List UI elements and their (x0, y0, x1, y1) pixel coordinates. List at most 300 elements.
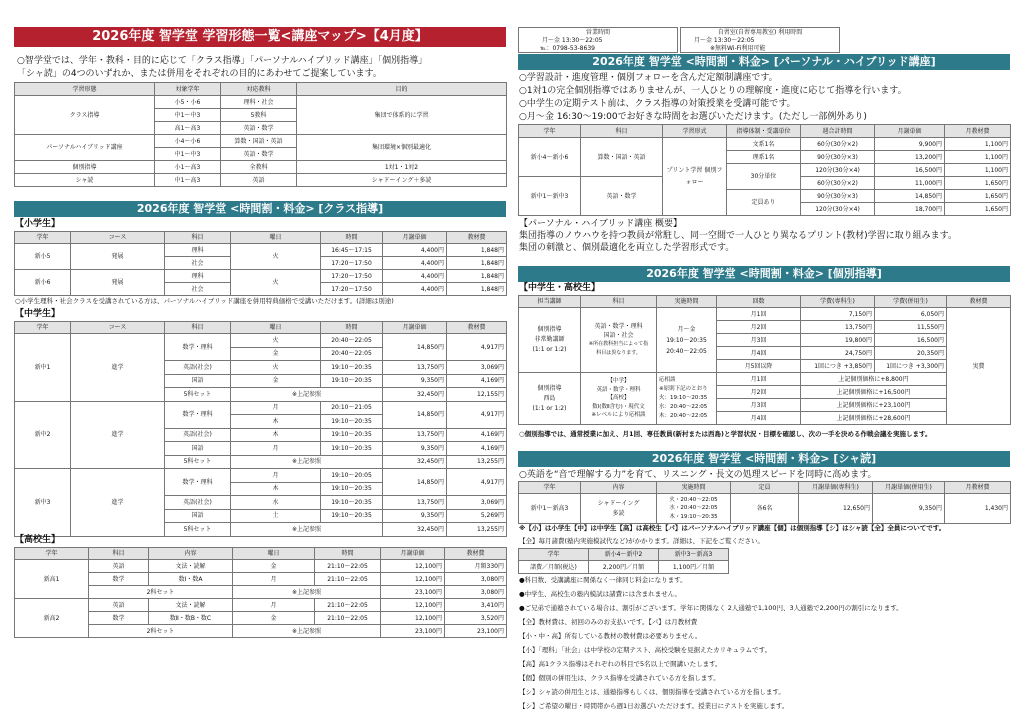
shadoku-fee-solo: 12,650円 (799, 494, 873, 524)
hs-set-fee: 23,100円 (381, 625, 445, 638)
personal-grade: 新小4〜新小6 (519, 138, 581, 177)
jhs-day: 月 (231, 401, 321, 415)
jhs-day: 水 (231, 496, 321, 510)
jhs-day: 木 (231, 415, 321, 429)
fee-header: 新小4〜新中2 (589, 549, 659, 561)
map-purpose-class: 集団で体系的に学習 (297, 96, 507, 135)
elem-material: 1,848円 (447, 257, 507, 270)
fee-label: 諸費／月額(税込) (519, 561, 589, 574)
elem-header: 曜日 (231, 232, 321, 244)
personal-intro-1: ○学習設計・進度管理・個別フォローを含んだ定額制講座です。 (519, 73, 778, 83)
hs-header: 月謝単価 (381, 548, 445, 560)
personal-material: 1,650円 (945, 190, 1011, 203)
jhs-subject: 英語(社会) (165, 496, 231, 510)
personal-hours: 60分(30分×2) (801, 177, 875, 190)
shadoku-table (518, 481, 1011, 524)
indiv-header: 学費(併用生) (875, 296, 947, 308)
hs-fee: 12,100円 (381, 599, 445, 612)
jhs-material: 4,169円 (447, 442, 507, 456)
hs-content: 文法・読解 (149, 599, 233, 612)
personal-format: プリント学習 個別フォロー (663, 138, 727, 216)
jhs-subject: 数学・理科 (165, 334, 231, 361)
jhs-fee: 13,750円 (383, 496, 447, 510)
indiv-time: 20:40〜22:05 (666, 347, 707, 355)
shadoku-capacity: 各6名 (731, 494, 799, 524)
indiv-fee-extra: 上記個別価格に+28,600円 (801, 412, 947, 425)
jhs-header: 曜日 (231, 322, 321, 334)
shadoku-time: 水・20:40〜22:05 (669, 505, 718, 512)
personal-table (518, 124, 1011, 216)
study-room-title: 自習室(自習専用教室) 利用時間 (717, 29, 803, 36)
personal-header: 月教材費 (945, 125, 1011, 138)
fee-value: 1,100円／月額 (659, 561, 729, 574)
personal-material: 1,100円 (945, 138, 1011, 151)
shadoku-material: 1,430円 (945, 494, 1011, 524)
hs-day: 月 (233, 599, 315, 612)
map-header-grade: 対象学年 (155, 83, 221, 96)
shadoku-header: 学年 (519, 482, 581, 494)
jhs-set-ref: ※上記参照 (231, 455, 383, 469)
personal-hours: 90分(30分×3) (801, 190, 875, 203)
note-7: 【高】高1クラス指導はそれぞれの科目で5名以上で開講いたします。 (519, 660, 722, 668)
jhs-material: 3,069円 (447, 496, 507, 510)
map-header-purpose: 目的 (297, 83, 507, 96)
jhs-day: 木 (231, 428, 321, 442)
jhs-time: 19:10〜20:35 (321, 442, 383, 456)
indiv-teacher: 個別指導 (537, 384, 562, 392)
hs-header: 学年 (15, 548, 89, 560)
map-cell: 5教科 (221, 109, 297, 122)
individual-note: ○個別指導では、通常授業に加え、月1回、専任教員(新村または西島)と学習状況・目標を確認し、次の一手を決める作戦会議を実施します。 (519, 430, 932, 438)
indiv-fee-combined: 20,350円 (875, 347, 947, 360)
map-cell: 全教科 (221, 161, 297, 174)
hs-subject: 英語 (89, 560, 149, 573)
note-10: 【シ】ご希望の曜日・時間帯から週1日お選びいただけます。授業日にテストを実施します。 (519, 702, 789, 710)
jhs-course: 進学 (71, 469, 165, 537)
hs-content: 文法・読解 (149, 560, 233, 573)
jhs-header: コース (71, 322, 165, 334)
elem-fee: 4,400円 (383, 270, 447, 283)
shadoku-header: 実施時間 (657, 482, 731, 494)
indiv-time: 応相談 (659, 377, 676, 383)
jhs-subject: 英語(社会) (165, 361, 231, 375)
personal-fee: 18,700円 (875, 203, 945, 216)
indiv-header: 学費(専科生) (801, 296, 875, 308)
jhs-material: 4,917円 (447, 469, 507, 496)
elem-subject: 理科 (165, 244, 231, 257)
jhs-time: 20:40〜22:05 (321, 334, 383, 348)
personal-material: 1,650円 (945, 177, 1011, 190)
indiv-count: 月4回 (717, 347, 801, 360)
map-cell: 理科・社会 (221, 96, 297, 109)
jhs-set-label: 5科セット (165, 455, 231, 469)
elem-fee: 4,400円 (383, 257, 447, 270)
hs-set-label: 2科セット (89, 625, 233, 638)
jhs-header: 時間 (321, 322, 383, 334)
note-1: ●科目数、受講講座に関係なく一律同じ料金になります。 (519, 576, 687, 584)
jhs-day: 金 (231, 347, 321, 361)
indiv-count: 月3回 (717, 399, 801, 412)
elementary-note: ○小学生理科・社会クラスを受講されている方は、パーソナルハイブリッド講座を併用特典価格で受講いただけます。(詳細は別途) (15, 297, 394, 305)
personal-material: 1,100円 (945, 151, 1011, 164)
elem-header: 時間 (321, 232, 383, 244)
jhs-section-label: 【中学生】 (15, 309, 61, 319)
indiv-count: 月2回 (717, 321, 801, 334)
jhs-set-material: 13,255円 (447, 523, 507, 537)
hs-time: 21:10〜22:05 (315, 599, 381, 612)
wifi-note: ※無料Wi-Fi利用可能 (710, 45, 766, 52)
map-purpose-shadoku: シャドーイング＋多読 (297, 174, 507, 187)
personal-summary-title: 【パーソナル・ハイブリッド講座 概要】 (519, 219, 683, 229)
elem-subject: 社会 (165, 283, 231, 296)
jhs-header: 月謝単価 (383, 322, 447, 334)
jhs-day: 月 (231, 469, 321, 483)
jhs-time: 19:10〜20:35 (321, 428, 383, 442)
map-header-form: 学習形態 (15, 83, 155, 96)
indiv-header: 実施時間 (657, 296, 717, 308)
elem-subject: 社会 (165, 257, 231, 270)
indiv-subject-note: 科目は異なります。 (596, 350, 641, 356)
elem-material: 1,848円 (447, 270, 507, 283)
personal-subject: 算数・国語・英語 (581, 138, 663, 177)
jhs-subject: 数学・理科 (165, 401, 231, 428)
map-cell: 小5・小6 (155, 96, 221, 109)
jhs-fee: 14,850円 (383, 401, 447, 428)
map-cell: 小1〜高3 (155, 161, 221, 174)
hs-day: 金 (233, 560, 315, 573)
hs-material: 3,080円 (445, 573, 507, 586)
hs-fee: 12,100円 (381, 573, 445, 586)
hs-header: 教材費 (445, 548, 507, 560)
indiv-teacher: 非常勤講師 (534, 336, 565, 343)
hs-subject: 英語 (89, 599, 149, 612)
jhs-header: 科目 (165, 322, 231, 334)
hs-set-fee: 23,100円 (381, 586, 445, 599)
jhs-material: 4,169円 (447, 374, 507, 388)
indiv-subject: 英語・数学・理科 (594, 323, 643, 330)
business-hours-title: 営業時間 (585, 29, 610, 36)
map-header-subject: 対応教科 (221, 83, 297, 96)
indiv-time: 水：20:40〜22:05 (659, 404, 708, 410)
hs-header: 時間 (315, 548, 381, 560)
indiv-subject: 国語・社会 (603, 332, 634, 339)
jhs-set-fee: 32,450円 (383, 455, 447, 469)
hs-set-material: 3,080円 (445, 586, 507, 599)
elementary-table (14, 231, 507, 296)
jhs-set-label: 5科セット (165, 523, 231, 537)
shadoku-time: 木・19:10〜20:35 (669, 513, 718, 520)
indiv-fee-combined: 1回につき +3,300円 (875, 360, 947, 373)
shadoku-banner: 2026年度 智学堂 <時間割・料金> [シャ読] (518, 451, 1010, 467)
jhs-subject: 国語 (165, 374, 231, 388)
indiv-subject-note: ※レベルにより応相談 (591, 412, 646, 419)
jhs-time: 20:40〜22:05 (321, 347, 383, 361)
personal-fee: 16,500円 (875, 164, 945, 177)
phone-number[interactable]: ℡：0798-53-8639 (540, 45, 595, 52)
indiv-subject: 【中学】 (607, 378, 630, 385)
jhs-time: 19:10〜20:35 (321, 361, 383, 375)
personal-material: 1,100円 (945, 164, 1011, 177)
map-cell: 中1〜高3 (155, 174, 221, 187)
elem-time: 16:45〜17:15 (321, 244, 383, 257)
legend-note: ※【小】は小学生【中】は中学生【高】は高校生【パ】はパーソナルハイブリッド講座【個】は個別指導【シ】はシャ読【全】全員についてです。 (519, 524, 946, 532)
hs-fee: 12,100円 (381, 560, 445, 573)
shadoku-header: 月謝単価(併用生) (873, 482, 945, 494)
study-room-line: 月〜金 13:30〜22:05 (694, 37, 755, 44)
elem-fee: 4,400円 (383, 244, 447, 257)
jhs-time: 19:10〜20:35 (321, 496, 383, 510)
indiv-count: 月1回 (717, 308, 801, 321)
hs-set-ref: ※上記参照 (233, 586, 381, 599)
jhs-set-ref: ※上記参照 (231, 523, 383, 537)
indiv-material: 実費 (947, 308, 1011, 425)
hs-fee: 12,100円 (381, 612, 445, 625)
jhs-grade: 新中1 (15, 334, 71, 402)
jhs-set-material: 12,155円 (447, 388, 507, 402)
jhs-course: 進学 (71, 401, 165, 469)
hs-content: 数Ⅰ・数A (149, 573, 233, 586)
jhs-fee: 13,750円 (383, 428, 447, 442)
indiv-time: 19:10〜20:35 (666, 336, 707, 344)
jhs-time: 19:10〜20:35 (321, 415, 383, 429)
jhs-grade: 新中3 (15, 469, 71, 537)
hs-subject: 数学 (89, 612, 149, 625)
jhs-fee: 13,750円 (383, 361, 447, 375)
personal-support: 理系1名 (727, 151, 801, 164)
elem-day: 火 (231, 244, 321, 270)
fee-value: 2,200円／月額 (589, 561, 659, 574)
jhs-fee: 14,850円 (383, 469, 447, 496)
jhs-fee: 14,850円 (383, 334, 447, 361)
personal-intro-2: ○1対1の完全個別指導ではありませんが、一人ひとりの理解度・進度に応じて指導を行います。 (519, 86, 907, 96)
shadoku-content: シャドーイング (597, 499, 640, 507)
indiv-fee-solo: 13,750円 (801, 321, 875, 334)
map-cell: 英語・数学 (221, 122, 297, 135)
personal-hours: 120分(30分×4) (801, 203, 875, 216)
indiv-time: 木：20:40〜22:05 (659, 413, 708, 419)
indiv-header: 回数 (717, 296, 801, 308)
map-cell: 高1〜高3 (155, 122, 221, 135)
personal-support: 文系1名 (727, 138, 801, 151)
shadoku-content: 多読 (612, 509, 625, 517)
personal-fee: 9,900円 (875, 138, 945, 151)
hs-time: 21:10〜22:05 (315, 560, 381, 573)
jhs-header: 教材費 (447, 322, 507, 334)
personal-fee: 11,000円 (875, 177, 945, 190)
intro-line-2: 「シャ読」の4つのいずれか、または併用をそれぞれの目的にあわせてご提案しています。 (17, 69, 382, 79)
indiv-fee-combined: 11,550円 (875, 321, 947, 334)
business-hours-line: 月〜金 13:30〜22:05 (542, 37, 603, 44)
elementary-section-label: 【小学生】 (15, 219, 61, 229)
personal-fee: 13,200円 (875, 151, 945, 164)
indiv-subject: 英語・数学・理科 (596, 386, 641, 393)
shadoku-header: 月教材費 (945, 482, 1011, 494)
jhs-day: 金 (231, 374, 321, 388)
jhs-time: 19:10〜20:35 (321, 374, 383, 388)
elem-subject: 理科 (165, 270, 231, 283)
jhs-material: 4,917円 (447, 401, 507, 428)
indiv-count: 月1回 (717, 373, 801, 386)
elem-time: 17:20〜17:50 (321, 283, 383, 296)
fee-note: 【全】毎月諸費(塾内実施模試代など)がかかります。詳細は、下記をご覧ください。 (519, 537, 765, 545)
note-4: 【全】教材費は、初回のみのお支払いです。【パ】は月教材費 (519, 618, 698, 626)
personal-banner: 2026年度 智学堂 <時間割・料金> [パーソナル・ハイブリッド講座] (518, 54, 1010, 70)
elem-grade: 新小5 (15, 244, 71, 270)
individual-section-label: 【中学生・高校生】 (519, 283, 601, 293)
personal-hours: 90分(30分×3) (801, 151, 875, 164)
hs-material: 3,520円 (445, 612, 507, 625)
fee-header: 学年 (519, 549, 589, 561)
jhs-day: 火 (231, 334, 321, 348)
hs-time: 21:10〜22:05 (315, 612, 381, 625)
course-map-table (14, 82, 507, 187)
note-3: ●ご兄弟で通塾されている場合は、割引がございます。学年に関係なく 2人通塾で1,100円、3人通塾で2,200円の割引になります。 (519, 604, 903, 612)
jhs-material: 3,069円 (447, 361, 507, 375)
shadoku-fee-combined: 9,350円 (873, 494, 945, 524)
hs-set-ref: ※上記参照 (233, 625, 381, 638)
elem-fee: 4,400円 (383, 283, 447, 296)
jhs-time: 20:10〜21:05 (321, 401, 383, 415)
indiv-fee-combined: 16,500円 (875, 334, 947, 347)
personal-hours: 60分(30分×2) (801, 138, 875, 151)
hs-material: 3,410円 (445, 599, 507, 612)
fee-header: 新中3〜新高3 (659, 549, 729, 561)
map-form-shadoku: シャ読 (15, 174, 155, 187)
indiv-fee-extra: 上記個別価格に+16,500円 (801, 386, 947, 399)
elem-day: 火 (231, 270, 321, 296)
intro-line-1: ○智学堂では、学年・教科・目的に応じて「クラス指導」「パーソナルハイブリッド講座」「個別指導」 (17, 56, 428, 66)
indiv-subject: 【高校】 (607, 395, 630, 402)
hs-section-label: 【高校生】 (15, 535, 61, 545)
indiv-subject: 数Ⅰ(数Ⅱ含む)・現代文 (592, 403, 645, 410)
jhs-material: 4,169円 (447, 428, 507, 442)
map-cell: 中1〜中3 (155, 148, 221, 161)
indiv-fee-solo: 1回につき +3,850円 (801, 360, 875, 373)
map-cell: 英語 (221, 174, 297, 187)
jhs-time: 19:10〜20:35 (321, 509, 383, 523)
indiv-subject-note: ※所在教科担当によって指 (588, 341, 649, 347)
hs-time: 21:10〜22:05 (315, 573, 381, 586)
hs-content: 数Ⅱ・数B・数C (149, 612, 233, 625)
hs-day: 月 (233, 573, 315, 586)
indiv-count: 月4回 (717, 412, 801, 425)
map-title-banner: 2026年度 智学堂 学習形態一覧<講座マップ>【4月度】 (14, 27, 506, 47)
note-2: ●中学生、高校生の塾内模試は諸費には含まれません。 (519, 590, 682, 598)
note-9: 【シ】シャ読の併用生とは、通塾指導もしくは、個別指導を受講されている方を指します。 (519, 688, 785, 696)
note-5: 【小・中・高】所有している教材の教材費は必要ありません。 (519, 632, 702, 640)
indiv-time: 月〜金 (677, 325, 696, 333)
jhs-day: 月 (231, 442, 321, 456)
hs-header: 内容 (149, 548, 233, 560)
indiv-count: 月3回 (717, 334, 801, 347)
indiv-teacher: (1:1 or 1:2) (532, 346, 567, 353)
personal-subject: 英語・数学 (581, 177, 663, 216)
indiv-header: 科目 (581, 296, 657, 308)
jhs-day: 火 (231, 361, 321, 375)
hs-set-material: 23,100円 (445, 625, 507, 638)
note-6: 【小】「理科」「社会」は中学校の定期テスト、高校受験を見据えたカリキュラムです。 (519, 646, 772, 654)
jhs-day: 土 (231, 509, 321, 523)
elem-header: 月謝単価 (383, 232, 447, 244)
shadoku-header: 月謝単価(専科生) (799, 482, 873, 494)
hs-grade: 新高1 (15, 560, 89, 599)
elem-time: 17:20〜17:50 (321, 257, 383, 270)
jhs-set-label: 5科セット (165, 388, 231, 402)
elem-header: 学年 (15, 232, 71, 244)
elem-header: 科目 (165, 232, 231, 244)
personal-material: 1,650円 (945, 203, 1011, 216)
indiv-teacher: 西島 (543, 394, 556, 402)
jhs-material: 5,269円 (447, 509, 507, 523)
hs-grade: 新高2 (15, 599, 89, 638)
indiv-fee-solo: 7,150円 (801, 308, 875, 321)
individual-banner: 2026年度 智学堂 <時間割・料金> [個別指導] (518, 266, 1010, 282)
hs-table (14, 547, 507, 638)
jhs-grade: 新中2 (15, 401, 71, 469)
class-timetable-banner: 2026年度 智学堂 <時間割・料金> [クラス指導] (14, 201, 506, 217)
elem-header: 教材費 (447, 232, 507, 244)
indiv-fee-solo: 19,800円 (801, 334, 875, 347)
personal-summary-1: 集団指導のノウハウを持つ教員が常駐し、同一空間で一人ひとり異なるプリント(教材)学習に取り組みます。 (519, 231, 957, 241)
jhs-fee: 9,350円 (383, 509, 447, 523)
indiv-count: 月2回 (717, 386, 801, 399)
shadoku-header: 定員 (731, 482, 799, 494)
indiv-fee-combined: 6,050円 (875, 308, 947, 321)
personal-header: 月謝単価 (875, 125, 945, 138)
personal-header: 学年 (519, 125, 581, 138)
personal-header: 科目 (581, 125, 663, 138)
shadoku-time: 火・20:40〜22:05 (669, 496, 718, 503)
indiv-header: 教材費 (947, 296, 1011, 308)
jhs-subject: 英語(社会) (165, 428, 231, 442)
elem-grade: 新小6 (15, 270, 71, 296)
jhs-set-ref: ※上記参照 (231, 388, 383, 402)
individual-table (518, 295, 1011, 425)
personal-support: 定員あり (727, 190, 801, 216)
jhs-subject: 国語 (165, 509, 231, 523)
jhs-time: 19:10〜20:35 (321, 482, 383, 496)
indiv-time: 火：19:10〜20:35 (659, 395, 708, 401)
personal-fee: 14,850円 (875, 190, 945, 203)
jhs-table (14, 321, 507, 537)
elem-material: 1,848円 (447, 283, 507, 296)
personal-intro-4: ○月〜金 16:30〜19:00でお好きな時間をお選びいただけます。(ただし一部例外あり) (519, 112, 867, 122)
hs-subject: 数学 (89, 573, 149, 586)
jhs-set-material: 13,255円 (447, 455, 507, 469)
hs-day: 金 (233, 612, 315, 625)
indiv-teacher: (1:1 or 1:2) (532, 404, 567, 412)
map-purpose-personal: 集団環境×個別最適化 (297, 135, 507, 161)
map-cell: 中1〜中3 (155, 109, 221, 122)
hs-material: 月額330円 (445, 560, 507, 573)
hs-set-label: 2科セット (89, 586, 233, 599)
elem-course: 発展 (71, 270, 165, 296)
map-cell: 算数・国語・英語 (221, 135, 297, 148)
jhs-subject: 数学・理科 (165, 469, 231, 496)
jhs-header: 学年 (15, 322, 71, 334)
indiv-fee-extra: 上記個別価格に+8,800円 (801, 373, 947, 386)
elem-course: 発展 (71, 244, 165, 270)
jhs-fee: 9,350円 (383, 442, 447, 456)
map-form-individual: 個別指導 (15, 161, 155, 174)
elem-header: コース (71, 232, 165, 244)
personal-support: 30分単位 (727, 164, 801, 190)
jhs-fee: 9,350円 (383, 374, 447, 388)
shadoku-grade: 新中1〜新高3 (519, 494, 581, 524)
map-cell: 英語・数学 (221, 148, 297, 161)
jhs-day: 木 (231, 482, 321, 496)
jhs-material: 4,917円 (447, 334, 507, 361)
